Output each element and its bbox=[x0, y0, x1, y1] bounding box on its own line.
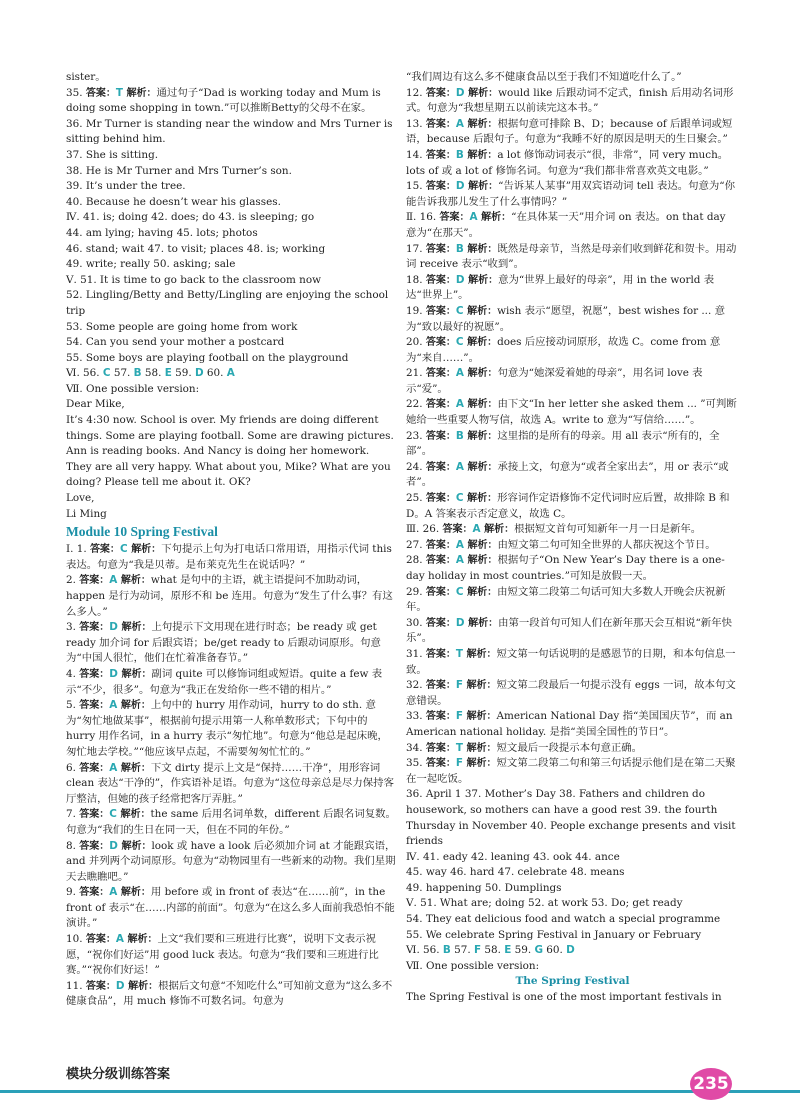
analysis-text: 句意为“她深爱着她的母亲”，用名词 love 表示“爱”。 bbox=[406, 367, 703, 395]
answer-label: 答案： bbox=[425, 274, 456, 286]
analysis-text: 上文“我们要和三班进行比赛”，说明下文表示祝愿，“祝你们好运”用 good luck 表达。句意为“我们要和三班进行比赛。”“祝你们好运！” bbox=[66, 933, 379, 977]
answer-key: B bbox=[455, 148, 468, 161]
answer-key: A bbox=[455, 367, 468, 380]
item-number: 6. bbox=[66, 761, 80, 774]
answer-key: A bbox=[455, 117, 468, 130]
item-number: 58. bbox=[481, 944, 505, 957]
answer-label: 答案： bbox=[425, 648, 456, 660]
answer-label: 答案： bbox=[79, 668, 110, 680]
analysis-text: what 是句中的主语，就主语提问不加助动词，happen 是行为动词，原形不和 be 连用。句意为“发生了什么事？有这么多人。” bbox=[66, 574, 393, 618]
item-number: 33. bbox=[406, 710, 426, 723]
analysis-text: 承接上文，句意为“或者全家出去”，用 or 表示“或者”。 bbox=[406, 460, 729, 489]
answer-item bbox=[66, 807, 398, 838]
text-line: 54. They eat delicious food and watch a special programme bbox=[406, 913, 721, 926]
answer-item bbox=[66, 761, 398, 808]
answer-item bbox=[406, 585, 739, 616]
footer-label: 模块分级训练答案 bbox=[66, 1067, 171, 1082]
answer-key: A bbox=[469, 211, 482, 224]
answer-label: 答案： bbox=[425, 305, 456, 317]
analysis-text: 上句提示下文用现在进行时态；be ready 或 get ready 加介词 for 后跟宾语；be/get ready to 后跟动词原形。句意为“中国人很忙，他们在忙着准备春节。” bbox=[66, 621, 381, 665]
answer-item bbox=[406, 741, 739, 757]
answer-key: F bbox=[455, 710, 467, 723]
answer-label: 答案： bbox=[79, 809, 110, 821]
answer-item bbox=[406, 210, 739, 241]
answer-key: A bbox=[455, 538, 468, 551]
answer-key: B bbox=[442, 944, 451, 957]
item-number: 28. bbox=[406, 554, 426, 567]
answer-item bbox=[406, 460, 739, 491]
answer-key: A bbox=[109, 761, 121, 774]
right-column bbox=[406, 70, 739, 1006]
analysis-text: 根据短文首句可知新年一月一日是新年。 bbox=[514, 523, 702, 536]
item-number: 30. bbox=[406, 616, 426, 629]
item-number: 35. bbox=[66, 86, 86, 99]
answer-item bbox=[406, 117, 739, 148]
answer-item bbox=[66, 667, 398, 698]
analysis-text: 通过句子“Dad is working today and Mum is doing some shopping in town.”可以推断Betty的父母不在家。 bbox=[66, 86, 381, 115]
answer-item bbox=[406, 242, 739, 273]
module-heading: Module 10 Spring Festival bbox=[66, 524, 218, 540]
item-number: 5. bbox=[66, 699, 80, 712]
text-line: Ⅶ. One possible version: bbox=[66, 382, 200, 395]
item-number: 21. bbox=[406, 367, 426, 380]
answer-item bbox=[406, 273, 739, 304]
answer-key: A bbox=[109, 886, 121, 899]
item-number: 27. bbox=[406, 538, 426, 551]
analysis-label: 解析： bbox=[120, 762, 151, 774]
analysis-label: 解析： bbox=[120, 809, 151, 821]
answer-label: 答案： bbox=[79, 575, 110, 587]
text-line: 39. It’s under the tree. bbox=[66, 180, 186, 193]
analysis-text: 上句中的 hurry 用作动词，hurry to do sth. 意为“匆忙地做某事”，根据前句提示用第一人称单数形式；下句中的 hurry 用作名词，in a hurry 表示“匆忙地”。句意为“他总是起床晚，匆忙地去学校。”“他应该早点起，不需要匆匆忙忙的。” bbox=[66, 699, 388, 758]
item-number: 13. bbox=[406, 117, 426, 130]
answer-item bbox=[406, 397, 739, 428]
item-number: 34. bbox=[406, 741, 426, 754]
answer-item bbox=[66, 542, 398, 573]
analysis-label: 解析： bbox=[466, 648, 497, 660]
analysis-text: “在具体某一天”用介词 on 表达。on that day 意为“在那天”。 bbox=[406, 211, 726, 239]
answer-item bbox=[66, 620, 398, 667]
analysis-label: 解析： bbox=[467, 430, 498, 442]
text-line: “我们周边有这么多不健康食品以至于我们不知道吃什么了。” bbox=[406, 71, 682, 83]
answer-key: A bbox=[472, 523, 485, 536]
item-number: 10. bbox=[66, 933, 86, 946]
analysis-label: 解析： bbox=[484, 524, 515, 536]
analysis-text: 由下文“In her letter she asked them ... ”可判断她给一些重要人物写信，故选 A。write to 意为“写信给……”。 bbox=[406, 398, 737, 427]
answer-key: G bbox=[534, 944, 543, 957]
text-line: 36. April 1 37. Mother’s Day 38. Fathers and children do housework, so mothers can have a good rest 39. the fourth Thursday in November 40. People exchange presents and visit friends bbox=[406, 788, 736, 848]
analysis-text: 下句提示上句为打电话口常用语，用指示代词 this 表达。句意为“我是贝蒂。是布莱克先生在说话吗？” bbox=[66, 543, 392, 571]
left-column bbox=[66, 70, 398, 1010]
answer-item bbox=[406, 179, 739, 210]
answer-label: 答案： bbox=[425, 243, 456, 255]
answer-item bbox=[406, 647, 739, 678]
analysis-text: 这里指的是所有的母亲。用 all 表示“所有的，全部”。 bbox=[406, 429, 720, 458]
text-line: 54. Can you send your mother a postcard bbox=[66, 336, 285, 349]
answer-item bbox=[66, 885, 398, 932]
answer-item bbox=[406, 709, 739, 740]
answer-item bbox=[406, 148, 739, 179]
text-line: 37. She is sitting. bbox=[66, 148, 159, 161]
item-number: 35. bbox=[406, 757, 426, 770]
answer-key: T bbox=[455, 741, 467, 754]
analysis-text: a lot 修饰动词表示“很，非常”，同 very much。lots of 或 a lot of 修饰名词。句意为“我们都非常喜欢英文电影。” bbox=[406, 148, 729, 177]
item-number: Ⅱ. 16. bbox=[406, 211, 440, 224]
item-number: 29. bbox=[406, 585, 426, 598]
analysis-text: 根据句意可排除 B、D；because of 后跟单词或短语，because 后跟句子。句意为“我睡不好的原因是明天的生日聚会。” bbox=[406, 117, 733, 146]
answer-key: D bbox=[115, 979, 129, 992]
answer-key: T bbox=[115, 86, 127, 99]
answer-label: 答案： bbox=[425, 461, 456, 473]
answer-item bbox=[66, 932, 398, 979]
text-line: The Spring Festival is one of the most important festivals in bbox=[406, 991, 722, 1004]
answer-key: D bbox=[455, 616, 469, 629]
item-number: Ⅲ. 26. bbox=[406, 523, 443, 536]
answer-key: E bbox=[504, 944, 512, 957]
analysis-label: 解析： bbox=[126, 87, 157, 99]
analysis-text: does 后应接动词原形，故选 C。come from 意为“来自……”。 bbox=[406, 336, 721, 364]
analysis-label: 解析： bbox=[467, 337, 498, 349]
answer-item bbox=[406, 429, 739, 460]
analysis-label: 解析： bbox=[121, 668, 152, 680]
answer-label: 答案： bbox=[425, 586, 456, 598]
answer-key: C bbox=[455, 304, 468, 317]
analysis-label: 解析： bbox=[468, 274, 499, 286]
answer-key: E bbox=[164, 367, 172, 380]
answer-key: C bbox=[455, 492, 468, 505]
answer-label: 答案： bbox=[425, 539, 456, 551]
item-number: 14. bbox=[406, 148, 426, 161]
item-number: 25. bbox=[406, 492, 426, 505]
text-line: Li Ming bbox=[66, 507, 107, 520]
answer-key: C bbox=[109, 808, 121, 821]
answer-label: 答案： bbox=[85, 980, 116, 992]
answer-key: C bbox=[102, 367, 111, 380]
item-number: 23. bbox=[406, 429, 426, 442]
item-number: 57. bbox=[110, 367, 134, 380]
answer-key: F bbox=[473, 944, 482, 957]
answer-key: A bbox=[226, 367, 235, 380]
analysis-label: 解析： bbox=[467, 118, 498, 130]
item-number: 17. bbox=[406, 242, 426, 255]
answer-item bbox=[406, 538, 739, 554]
answer-item bbox=[406, 553, 739, 584]
analysis-text: wish 表示“愿望，祝愿”，best wishes for ... 意为“致以最好的祝愿”。 bbox=[406, 304, 725, 333]
item-number: 7. bbox=[66, 808, 80, 821]
item-number: 22. bbox=[406, 398, 426, 411]
answer-label: 答案： bbox=[85, 934, 116, 946]
analysis-label: 解析： bbox=[466, 758, 497, 770]
analysis-label: 解析： bbox=[467, 539, 498, 551]
item-number: 9. bbox=[66, 886, 80, 899]
answer-item bbox=[66, 86, 398, 117]
text-line: Love, bbox=[66, 492, 95, 505]
answer-item bbox=[406, 366, 739, 397]
answer-item bbox=[406, 616, 739, 647]
analysis-label: 解析： bbox=[121, 622, 152, 634]
analysis-text: 由第一段首句可知人们在新年那天会互相说“新年快乐”。 bbox=[406, 616, 732, 645]
answer-label: 答案： bbox=[425, 368, 456, 380]
answer-key: D bbox=[194, 367, 204, 380]
analysis-label: 解析： bbox=[468, 181, 499, 193]
answer-key: A bbox=[455, 554, 468, 567]
answer-key: B bbox=[455, 429, 468, 442]
page-number: 235 bbox=[690, 1068, 732, 1100]
text-line: It’s 4:30 now. School is over. My friends are doing different things. Some are playing football. Some are drawing pictures. Ann is reading books. And Nancy is doing her homework. They are all very happy. What about you, Mike? What are you doing? Please tell me about it. OK? bbox=[66, 414, 394, 489]
answer-key: A bbox=[109, 699, 121, 712]
analysis-label: 解析： bbox=[467, 493, 498, 505]
answer-label: 答案： bbox=[425, 118, 456, 130]
analysis-label: 解析： bbox=[481, 212, 512, 224]
analysis-label: 解析： bbox=[467, 399, 498, 411]
answer-key: D bbox=[455, 273, 469, 286]
item-number: 60. bbox=[542, 944, 567, 957]
analysis-text: 副词 quite 可以修饰词组或短语。quite a few 表示“不少，很多”。句意为“我正在发给你一些不错的相片。” bbox=[66, 667, 383, 696]
answer-key: A bbox=[455, 398, 468, 411]
analysis-text: 短文最后一段提示本句意正确。 bbox=[496, 741, 643, 754]
answer-label: 答案： bbox=[425, 149, 456, 161]
answer-key: D bbox=[109, 667, 122, 680]
answer-label: 答案： bbox=[425, 337, 456, 349]
answer-label: 答案： bbox=[79, 762, 110, 774]
answer-item bbox=[406, 678, 739, 709]
analysis-text: 短文第二段第二句和第三句话提示他们是在第二天聚在一起吃饭。 bbox=[406, 757, 736, 785]
analysis-label: 解析： bbox=[468, 617, 499, 629]
answer-key: D bbox=[455, 86, 469, 99]
item-number: 20. bbox=[406, 336, 426, 349]
text-line: Ⅴ. 51. It is time to go back to the classroom now bbox=[66, 273, 322, 286]
item-number: Ⅵ. 56. bbox=[406, 944, 443, 957]
item-number: 19. bbox=[406, 304, 426, 317]
analysis-text: 由短文第二句可知全世界的人都庆祝这个节日。 bbox=[497, 538, 716, 551]
text-line: 44. am lying; having 45. lots; photos bbox=[66, 226, 258, 239]
analysis-label: 解析： bbox=[466, 711, 497, 723]
analysis-label: 解析： bbox=[466, 680, 497, 692]
analysis-label: 解析： bbox=[467, 586, 498, 598]
answer-key: B bbox=[133, 367, 142, 380]
item-number: 31. bbox=[406, 647, 426, 660]
answer-label: 答案： bbox=[79, 840, 110, 852]
analysis-text: the same 后用名词单数，different 后跟名词复数。句意为“我们的生日在同一天，但在不同的年份。” bbox=[66, 808, 396, 836]
answer-key: A bbox=[455, 460, 468, 473]
answer-key: F bbox=[455, 679, 467, 692]
text-line: 55. Some boys are playing football on the playground bbox=[66, 351, 349, 364]
answer-key: C bbox=[119, 543, 132, 556]
text-line: 55. We celebrate Spring Festival in January or February bbox=[406, 928, 702, 941]
item-number: 2. bbox=[66, 574, 80, 587]
answer-item bbox=[66, 698, 398, 760]
analysis-text: “告诉某人某事”用双宾语动词 tell 表达。句意为“你能告诉我那儿发生了什么事情吗？” bbox=[406, 180, 736, 208]
answer-key: A bbox=[115, 933, 128, 946]
item-number: 57. bbox=[450, 944, 474, 957]
answer-label: 答案： bbox=[425, 742, 456, 754]
answer-label: 答案： bbox=[85, 87, 116, 99]
item-number: 24. bbox=[406, 460, 426, 473]
answer-label: 答案： bbox=[79, 622, 110, 634]
answer-label: 答案： bbox=[425, 493, 456, 505]
item-number: 15. bbox=[406, 180, 426, 193]
answer-key: D bbox=[109, 839, 122, 852]
answer-label: 答案： bbox=[439, 212, 470, 224]
analysis-text: 用 before 或 in front of 表达“在……前”，in the front of 表示“在……内部的前面”。句意为“在这么多人面前我恐怕不能演讲。” bbox=[66, 886, 395, 930]
text-line: 38. He is Mr Turner and Mrs Turner’s son. bbox=[66, 164, 292, 177]
analysis-label: 解析： bbox=[467, 461, 498, 473]
answer-item bbox=[406, 522, 739, 538]
text-line: 49. write; really 50. asking; sale bbox=[66, 258, 236, 271]
item-number: Ⅰ. 1. bbox=[66, 543, 90, 556]
analysis-text: 短文第一句话说明的是感恩节的日期，和本句信息一致。 bbox=[406, 647, 736, 676]
analysis-label: 解析： bbox=[120, 700, 151, 712]
analysis-label: 解析： bbox=[120, 887, 151, 899]
answer-item bbox=[406, 491, 739, 522]
answer-label: 答案： bbox=[425, 399, 456, 411]
answer-item bbox=[406, 86, 739, 117]
analysis-label: 解析： bbox=[121, 840, 152, 852]
answer-label: 答案： bbox=[425, 680, 456, 692]
analysis-text: 意为“世界上最好的母亲”，用 in the world 表达“世界上”。 bbox=[406, 273, 715, 302]
text-line: Ⅳ. 41. is; doing 42. does; do 43. is sleeping; go bbox=[66, 211, 315, 224]
text-line: 45. way 46. hard 47. celebrate 48. means bbox=[406, 866, 625, 879]
answer-item bbox=[406, 335, 739, 366]
text-line: 52. Lingling/Betty and Betty/Lingling are enjoying the school trip bbox=[66, 289, 389, 317]
item-number: 4. bbox=[66, 667, 80, 680]
answer-label: 答案： bbox=[89, 544, 120, 556]
item-number: 32. bbox=[406, 679, 426, 692]
text-line bbox=[66, 366, 398, 382]
text-line: 40. Because he doesn’t wear his glasses. bbox=[66, 195, 281, 208]
analysis-text: American National Day 指“美国国庆节”，而 an American national holiday. 是指“美国全国性的节日”。 bbox=[406, 710, 733, 738]
analysis-label: 解析： bbox=[467, 149, 498, 161]
analysis-label: 解析： bbox=[466, 742, 497, 754]
analysis-text: 由短文第二段第二句话可知大多数人开晚会庆祝新年。 bbox=[406, 585, 726, 614]
analysis-text: 根据后文句意“不知吃什么”可知前文意为“这么多不健康食品”，用 much 修饰不可数名词。句意为 bbox=[66, 979, 393, 1008]
analysis-label: 解析： bbox=[128, 980, 159, 992]
item-number: 8. bbox=[66, 839, 80, 852]
text-line: Ⅶ. One possible version: bbox=[406, 959, 540, 972]
text-line: Ⅴ. 51. What are; doing 52. at work 53. Do; get ready bbox=[406, 897, 683, 910]
answer-label: 答案： bbox=[425, 87, 456, 99]
answer-key: F bbox=[455, 757, 467, 770]
analysis-label: 解析： bbox=[120, 575, 151, 587]
item-number: Ⅵ. 56. bbox=[66, 367, 103, 380]
analysis-label: 解析： bbox=[127, 934, 158, 946]
answer-item bbox=[406, 304, 739, 335]
answer-key: D bbox=[109, 621, 122, 634]
answer-key: T bbox=[455, 647, 467, 660]
composition-title: The Spring Festival bbox=[515, 975, 630, 988]
analysis-text: 形容词作定语修饰不定代词时应后置，故排除 B 和 D。A 答案表示否定意义，故选 C。 bbox=[406, 492, 730, 520]
answer-label: 答案： bbox=[79, 887, 110, 899]
text-line: 46. stand; wait 47. to visit; places 48. is; working bbox=[66, 242, 326, 255]
footer-rule bbox=[0, 1090, 800, 1093]
text-line: Ⅳ. 41. eady 42. leaning 43. ook 44. ance bbox=[406, 850, 620, 863]
answer-key: D bbox=[455, 180, 469, 193]
text-line: Dear Mike, bbox=[66, 398, 125, 411]
item-number: 60. bbox=[203, 367, 227, 380]
answer-label: 答案： bbox=[425, 181, 456, 193]
text-line: 53. Some people are going home from work bbox=[66, 320, 298, 333]
text-line: 49. happening 50. Dumplings bbox=[406, 881, 562, 894]
analysis-label: 解析： bbox=[468, 87, 499, 99]
answer-key: B bbox=[455, 242, 468, 255]
analysis-text: 根据句子“On New Year’s Day there is a one-day holiday in most countries.”可知是放假一天。 bbox=[406, 554, 725, 582]
answer-item bbox=[66, 573, 398, 620]
item-number: 59. bbox=[511, 944, 535, 957]
answer-item bbox=[66, 839, 398, 886]
analysis-text: 既然是母亲节，当然是母亲们收到鲜花和贺卡。用动词 receive 表示“收到”。 bbox=[406, 242, 737, 271]
analysis-text: would like 后跟动词不定式，finish 后用动名词形式。句意为“我想星期五以前读完这本书。” bbox=[406, 86, 734, 115]
item-number: 3. bbox=[66, 621, 80, 634]
answer-key: D bbox=[566, 944, 575, 957]
analysis-text: look 或 have a look 后必须加介词 at 才能跟宾语，and 并列两个动词原形。句意为“动物园里有一些新来的动物。我们星期天去瞧瞧吧。” bbox=[66, 839, 396, 883]
answer-key: C bbox=[455, 585, 468, 598]
item-number: 12. bbox=[406, 86, 426, 99]
text-line bbox=[406, 943, 739, 959]
answer-label: 答案： bbox=[442, 524, 473, 536]
text-line: 36. Mr Turner is standing near the window and Mrs Turner is sitting behind him. bbox=[66, 117, 393, 146]
analysis-label: 解析： bbox=[467, 243, 498, 255]
analysis-text: 短文第二段最后一句提示没有 eggs 一词，故本句文意错误。 bbox=[406, 679, 736, 707]
item-number: 11. bbox=[66, 979, 86, 992]
answer-label: 答案： bbox=[425, 555, 456, 567]
analysis-label: 解析： bbox=[467, 368, 498, 380]
answer-key: A bbox=[109, 574, 121, 587]
analysis-label: 解析： bbox=[467, 555, 498, 567]
answer-label: 答案： bbox=[425, 758, 456, 770]
text-line: sister。 bbox=[66, 71, 106, 83]
answer-label: 答案： bbox=[425, 617, 456, 629]
analysis-label: 解析： bbox=[467, 305, 498, 317]
answer-label: 答案： bbox=[79, 700, 110, 712]
answer-key: C bbox=[455, 336, 468, 349]
item-number: 18. bbox=[406, 273, 426, 286]
analysis-label: 解析： bbox=[131, 544, 162, 556]
analysis-text: 下文 dirty 提示上文是“保持……干净”，用形容词 clean 表达“干净的”，作宾语补足语。句意为“这位母亲总是尽力保持客厅整洁，但她的孩子经常把客厅弄脏。” bbox=[66, 761, 394, 805]
answer-item bbox=[66, 979, 398, 1010]
answer-item bbox=[406, 756, 739, 787]
item-number: 59. bbox=[171, 367, 195, 380]
answer-label: 答案： bbox=[425, 711, 456, 723]
item-number: 58. bbox=[141, 367, 165, 380]
answer-label: 答案： bbox=[425, 430, 456, 442]
